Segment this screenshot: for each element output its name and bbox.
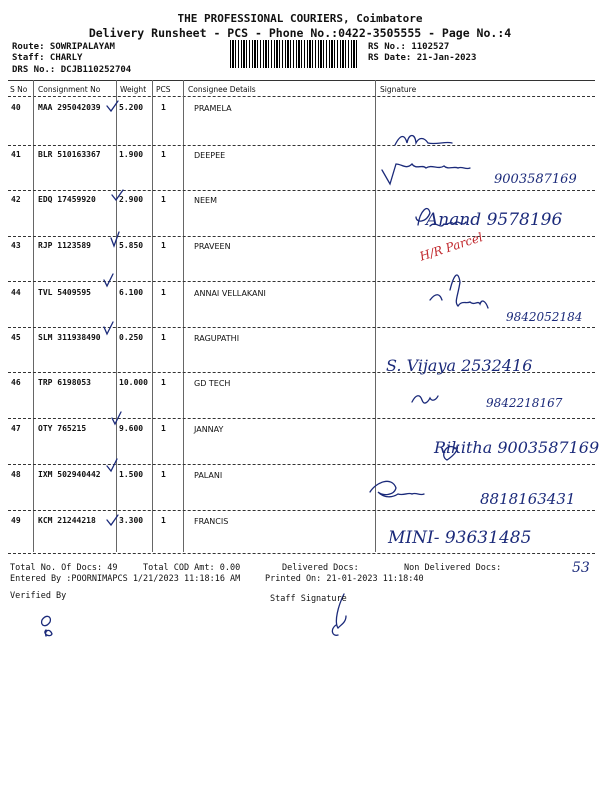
row-weight: 1.900 — [119, 150, 144, 159]
check-icon — [107, 101, 118, 111]
row-pcs: 1 — [161, 424, 166, 433]
col-consignee: Consignee Details — [188, 85, 256, 94]
row-pcs: 1 — [161, 103, 166, 112]
row-consignment: TVL 5409595 — [38, 288, 91, 297]
row-pcs: 1 — [161, 150, 166, 159]
check-icon — [104, 274, 113, 286]
row-pcs: 1 — [161, 288, 166, 297]
row-consignment: MAA 295042039 — [38, 103, 101, 112]
row-weight: 10.000 — [119, 378, 148, 387]
row-pcs: 1 — [161, 378, 166, 387]
row-consignee: ANNAI VELLAKANI — [194, 289, 266, 298]
col-consignment: Consignment No — [38, 85, 101, 94]
delivered-docs: Delivered Docs: — [282, 563, 359, 573]
route-label: Route: SOWRIPALAYAM — [12, 42, 115, 52]
verified-signature-scribble — [42, 616, 52, 636]
handwritten-phone: 9003587169 — [494, 172, 577, 187]
row-pcs: 1 — [161, 516, 166, 525]
row-consignee: PRAVEEN — [194, 242, 231, 251]
handwritten-signature: Anand 9578196 — [426, 210, 563, 230]
rs-date: RS Date: 21-Jan-2023 — [368, 53, 477, 63]
row-weight: 3.300 — [119, 516, 144, 525]
total-cod: Total COD Amt: 0.00 — [143, 563, 241, 573]
row-pcs: 1 — [161, 241, 166, 250]
check-icon — [107, 515, 118, 525]
handwritten-signature: Rikitha 9003587169 — [434, 438, 600, 457]
drs-number: DRS No.: DCJB110252704 — [12, 65, 132, 75]
row-weight: 0.250 — [119, 333, 144, 342]
row-consignment: RJP 1123589 — [38, 241, 91, 250]
handwritten-phone: 9842218167 — [486, 396, 563, 410]
row-sno: 43 — [11, 241, 21, 250]
row-sno: 45 — [11, 333, 21, 342]
row-sno: 47 — [11, 424, 21, 433]
row-weight: 5.850 — [119, 241, 144, 250]
row-consignment: TRP 6198053 — [38, 378, 91, 387]
row-weight: 5.200 — [119, 103, 144, 112]
col-signature: Signature — [380, 85, 417, 94]
row-consignee: DEEPEE — [194, 151, 226, 160]
row-weight: 1.500 — [119, 470, 144, 479]
row-consignment: SLM 311938490 — [38, 333, 101, 342]
col-weight: Weight — [120, 85, 147, 94]
row-weight: 6.100 — [119, 288, 144, 297]
row-pcs: 1 — [161, 195, 166, 204]
row-consignee: FRANCIS — [194, 517, 229, 526]
handwritten-count: 53 — [572, 560, 590, 576]
handwritten-phone: 8818163431 — [480, 490, 576, 508]
check-icon — [107, 459, 117, 471]
check-icon — [112, 412, 121, 424]
document-subtitle: Delivery Runsheet - PCS - Phone No.:0422-3505555 - Page No.:4 — [88, 26, 512, 40]
row-consignment: BLR 510163367 — [38, 150, 101, 159]
row-sno: 48 — [11, 470, 21, 479]
signature-scribble — [382, 164, 470, 184]
row-pcs: 1 — [161, 333, 166, 342]
verified-by-label: Verified By — [10, 591, 67, 601]
row-consignee: RAGUPATHI — [194, 334, 240, 343]
row-sno: 44 — [11, 288, 21, 297]
row-weight: 9.600 — [119, 424, 144, 433]
check-icon — [111, 232, 119, 246]
row-consignee: GD TECH — [194, 379, 231, 388]
entered-by: Entered By :POORNIMAPCS 1/21/2023 11:18:16 AM — [10, 574, 241, 584]
row-sno: 46 — [11, 378, 21, 387]
printed-on: Printed On: 21-01-2023 11:18:40 — [265, 574, 424, 584]
check-icon — [104, 322, 113, 334]
row-consignee: JANNAY — [194, 425, 224, 434]
row-weight: 2.900 — [119, 195, 144, 204]
handwritten-signature: MINI- 93631485 — [388, 528, 532, 548]
row-consignment: IXM 502940442 — [38, 470, 101, 479]
staff-label: Staff: CHARLY — [12, 53, 83, 63]
row-consignee: NEEM — [194, 196, 217, 205]
row-sno: 42 — [11, 195, 21, 204]
handwritten-phone: 9842052184 — [506, 310, 583, 324]
non-delivered-docs: Non Delivered Docs: — [404, 563, 502, 573]
handwritten-signature: S. Vijaya 2532416 — [386, 356, 533, 375]
col-pcs: PCS — [156, 85, 171, 94]
col-sno: S No — [10, 85, 28, 94]
signature-scribble — [370, 481, 424, 496]
row-consignment: OTY 765215 — [38, 424, 87, 433]
check-icon — [112, 190, 123, 200]
row-sno: 40 — [11, 103, 21, 112]
row-consignee: PALANI — [194, 471, 223, 480]
staff-signature-label: Staff Signature — [270, 594, 347, 604]
row-sno: 41 — [11, 150, 21, 159]
rs-number: RS No.: 1102527 — [368, 42, 450, 52]
signature-scribble — [412, 396, 438, 403]
row-consignment: KCM 21244218 — [38, 516, 96, 525]
document-title: THE PROFESSIONAL COURIERS, Coimbatore — [177, 12, 423, 25]
total-docs: Total No. Of Docs: 49 — [10, 563, 118, 573]
row-sno: 49 — [11, 516, 21, 525]
row-consignee: PRAMELA — [194, 104, 232, 113]
signature-scribble — [430, 275, 488, 308]
row-pcs: 1 — [161, 470, 166, 479]
signature-scribble — [395, 136, 452, 146]
handwritten-note: H/R Parcel — [417, 230, 485, 264]
row-consignment: EDQ 17459920 — [38, 195, 96, 204]
